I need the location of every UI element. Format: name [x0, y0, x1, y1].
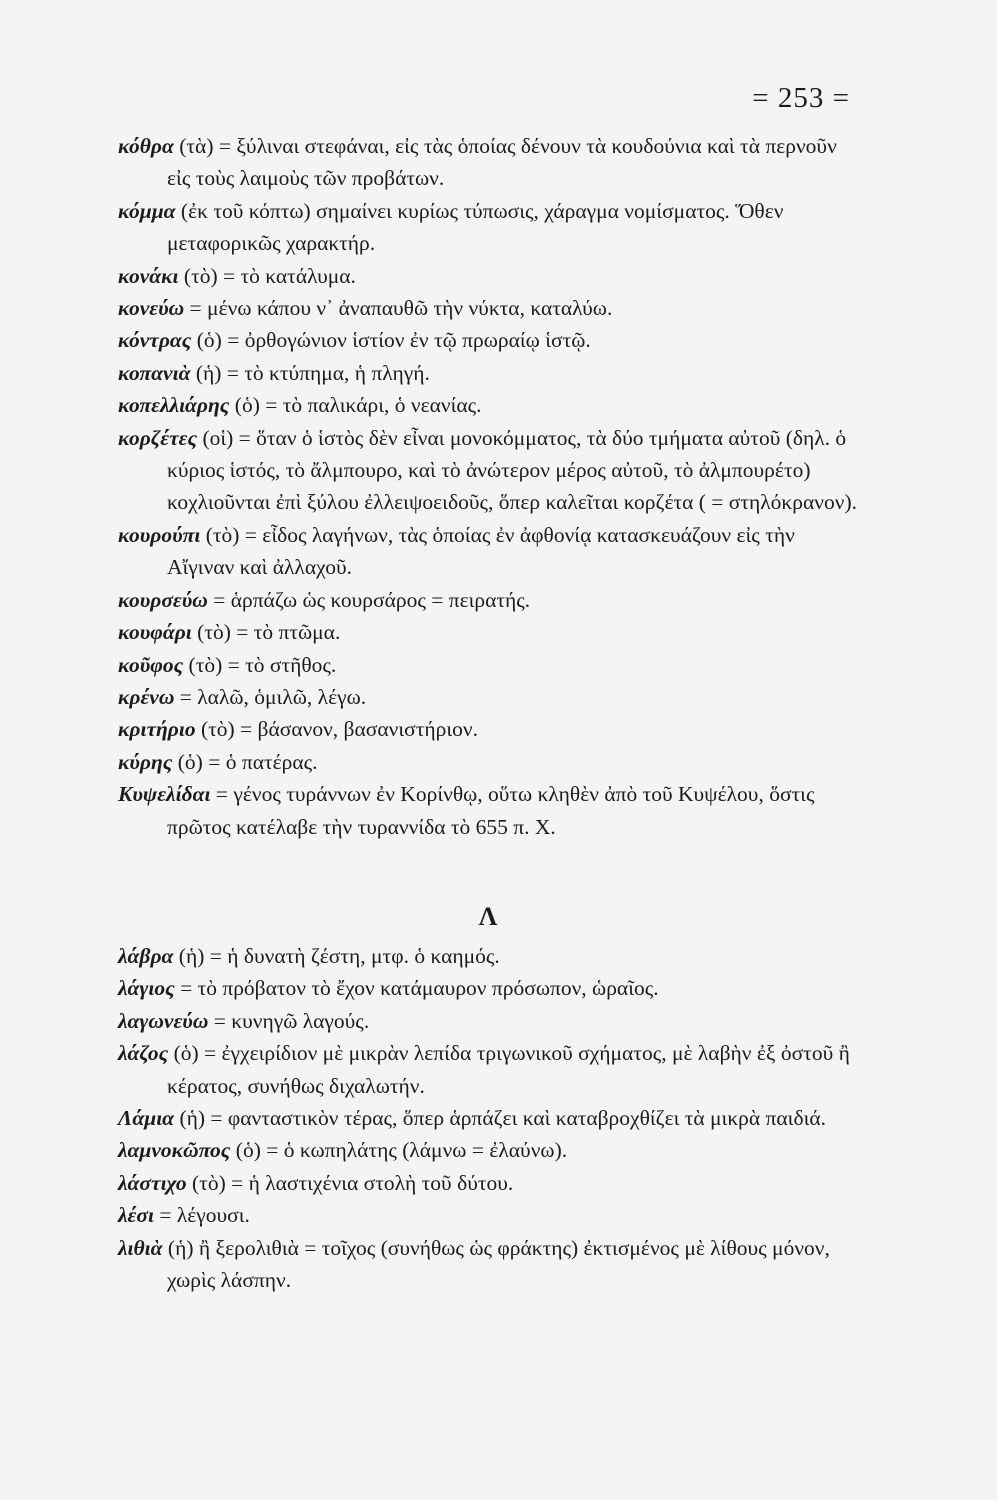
- entry-lavra: [118, 940, 858, 972]
- headword: κύρης: [118, 749, 173, 774]
- definition: (τὸ) = ἡ λαστιχένια στολὴ τοῦ δύτου.: [186, 1170, 514, 1195]
- definition: (ἡ) ἢ ξερολιθιὰ = τοῖχος (συνήθως ὡς φράκτης) ἐκτισμένος μὲ λίθους μόνον, χωρὶς λάσπην.: [162, 1235, 830, 1293]
- definition: = μένω κάπου ν᾽ ἀναπαυθῶ τὴν νύκτα, καταλύω.: [184, 296, 613, 321]
- entries-kappa-section: [118, 130, 858, 843]
- headword: Κυψελίδαι: [118, 782, 211, 807]
- definition: (τὸ) = τὸ κατάλυμα.: [178, 263, 356, 288]
- entry-kypselidai: [118, 778, 858, 843]
- entry-lamia: [118, 1102, 858, 1134]
- headword: λιθιὰ: [118, 1235, 163, 1260]
- entry-korzetes: [118, 422, 858, 519]
- headword: κουφάρι: [118, 620, 192, 645]
- definition: = τὸ πρόβατον τὸ ἔχον κατάμαυρον πρόσωπον, ὡραῖος.: [174, 976, 659, 1001]
- headword: κοῦφος: [118, 652, 184, 677]
- headword: κρένω: [118, 684, 175, 709]
- entry-kyris: [118, 746, 858, 778]
- headword: λάβρα: [118, 944, 174, 968]
- headword: κορζέτες: [118, 425, 198, 450]
- entry-kreno: [118, 681, 858, 713]
- entry-kontras: [118, 324, 858, 356]
- definition: (οἱ) = ὅταν ὁ ἱστὸς δὲν εἶναι μονοκόμματος, τὰ δύο τμήματα αὐτοῦ (δηλ. ὁ κύριος ἱστός, τὸ ἄλμπουρο, καὶ τὸ ἀνώτερον μέρος αὐτοῦ, τὸ ἀλμπουρέτο) κοχλιοῦνται ἐπὶ ξύλου ἐλλειψοειδοῦς, ὅπερ καλεῖται κορζέτα ( = στηλόκρανον).: [167, 425, 857, 515]
- entry-koneuo: [118, 292, 858, 324]
- headword: κόθρα: [118, 134, 174, 158]
- entry-lagoneuo: [118, 1005, 858, 1037]
- definition: (τὸ) = τὸ πτῶμα.: [191, 620, 341, 645]
- entry-komma: [118, 195, 858, 260]
- definition: = λαλῶ, ὁμιλῶ, λέγω.: [174, 684, 367, 709]
- entry-koufari: [118, 616, 858, 648]
- definition: (τὸ) = βάσανον, βασανιστήριον.: [195, 717, 478, 742]
- headword: Λάμια: [118, 1106, 175, 1131]
- headword: κοπανιὰ: [118, 360, 191, 385]
- definition: (ἡ) = τὸ κτύπημα, ἡ πληγή.: [190, 360, 430, 385]
- entry-lazos: [118, 1037, 858, 1102]
- headword: κόμμα: [118, 198, 176, 223]
- entry-kourseuo: [118, 584, 858, 616]
- headword: κοπελλιάρης: [118, 393, 230, 418]
- entry-kopania: [118, 357, 858, 389]
- entry-lamnokopos: [118, 1134, 858, 1166]
- entry-lasticho: [118, 1167, 858, 1199]
- headword: λάζος: [118, 1041, 169, 1066]
- headword: λάγιος: [118, 976, 175, 1001]
- entry-konaki: [118, 260, 858, 292]
- definition: = κυνηγῶ λαγούς.: [208, 1008, 370, 1033]
- headword: κουρσεύω: [118, 587, 208, 612]
- entry-kritirio: [118, 713, 858, 745]
- entry-kouroupi: [118, 519, 858, 584]
- page-number: = 253 =: [752, 82, 850, 114]
- headword: κονεύω: [118, 296, 185, 321]
- headword: λάστιχο: [118, 1170, 187, 1195]
- entry-koufos: [118, 649, 858, 681]
- headword: λαγωνεύω: [118, 1008, 209, 1033]
- definition: = ἁρπάζω ὡς κουρσάρος = πειρατής.: [207, 587, 531, 612]
- entries-lambda-section: [118, 940, 858, 1296]
- definition: (τὸ) = τὸ στῆθος.: [183, 652, 337, 677]
- headword: κόντρας: [118, 328, 192, 353]
- definition: (ὁ) = ὁ κωπηλάτης (λάμνω = ἐλαύνω).: [230, 1138, 568, 1163]
- section-letter-lambda: Λ: [478, 902, 498, 931]
- definition: (τὸ) = εἶδος λαγήνων, τὰς ὁποίας ἐν ἀφθονίᾳ κατασκευάζουν εἰς τὴν Αἴγιναν καὶ ἀλλαχοῦ.: [167, 522, 795, 580]
- headword: κουρούπι: [118, 522, 201, 547]
- definition: = λέγουσι.: [153, 1203, 250, 1228]
- entry-kopelliaris: [118, 389, 858, 421]
- definition: (ἐκ τοῦ κόπτω) σημαίνει κυρίως τύπωσις, χάραγμα νομίσματος. Ὅθεν μεταφορικῶς χαρακτήρ.: [167, 198, 784, 256]
- entry-lagios: [118, 972, 858, 1004]
- definition: (ἡ) = φανταστικὸν τέρας, ὅπερ ἁρπάζει καὶ καταβροχθίζει τὰ μικρὰ παιδιά.: [174, 1106, 827, 1131]
- definition: (ὁ) = τὸ παλικάρι, ὁ νεανίας.: [229, 393, 482, 418]
- definition: (ἡ) = ἡ δυνατὴ ζέστη, μτφ. ὁ καημός.: [173, 944, 500, 968]
- headword: λέσι: [118, 1203, 154, 1228]
- headword: κονάκι: [118, 263, 179, 288]
- headword: λαμνοκῶπος: [118, 1138, 231, 1163]
- headword: κριτήριο: [118, 717, 196, 742]
- definition: (ὁ) = ὀρθογώνιον ἱστίον ἐν τῷ πρωραίῳ ἱστῷ.: [191, 328, 591, 353]
- entry-kothra: [118, 130, 858, 195]
- definition: = γένος τυράννων ἐν Κορίνθῳ, οὕτω κληθὲν ἀπὸ τοῦ Κυψέλου, ὅστις πρῶτος κατέλαβε τὴν τυραννίδα τὸ 655 π. Χ.: [167, 782, 815, 839]
- definition: (ὁ) = ὁ πατέρας.: [172, 749, 318, 774]
- entry-lithia: [118, 1232, 858, 1297]
- definition: (τὰ) = ξύλιναι στεφάναι, εἰς τὰς ὁποίας δένουν τὰ κουδούνια καὶ τὰ περνοῦν εἰς τοὺς λαιμοὺς τῶν προβάτων.: [167, 134, 837, 191]
- entry-lesi: [118, 1199, 858, 1231]
- definition: (ὁ) = ἐγχειρίδιον μὲ μικρὰν λεπίδα τριγωνικοῦ σχήματος, μὲ λαβὴν ἐξ ὀστοῦ ἢ κέρατος, συνήθως διχαλωτήν.: [167, 1041, 850, 1098]
